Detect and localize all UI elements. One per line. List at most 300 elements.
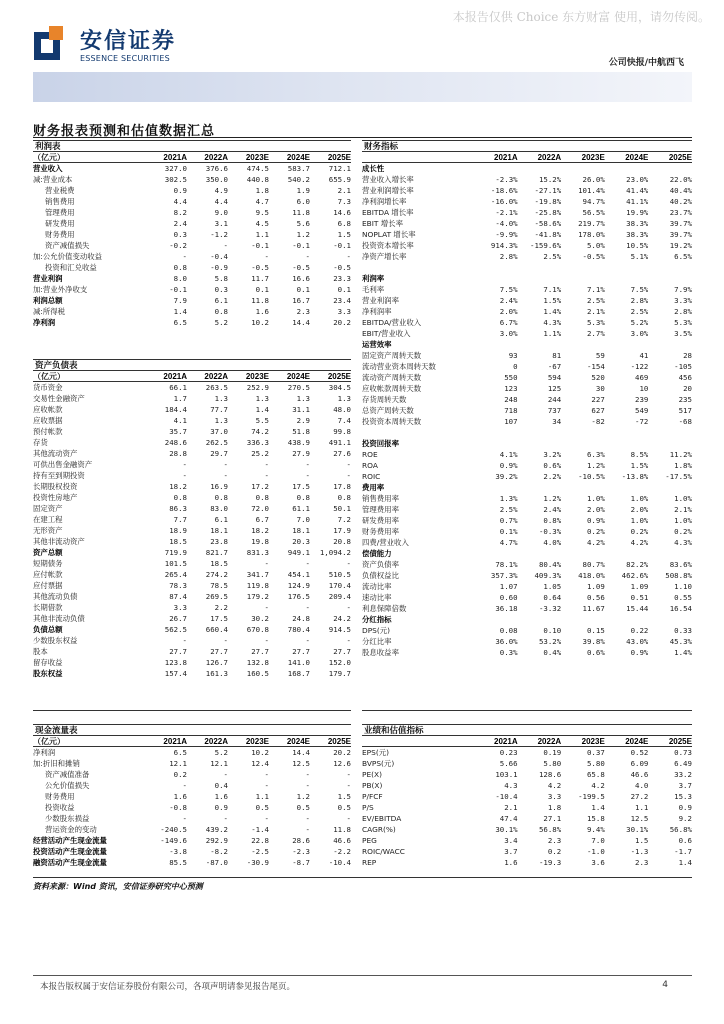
cell-value: 40.4% — [669, 186, 692, 195]
year-header: 2023E — [581, 737, 605, 746]
cell-value: 72.0 — [251, 504, 269, 513]
unit-label — [362, 152, 474, 162]
cell-value: 5.1% — [630, 252, 649, 261]
row-label: P/FCF — [362, 792, 383, 801]
cell-value: 23.3 — [333, 274, 351, 283]
row-label: PB(X) — [362, 781, 383, 790]
cell-value: 26.7 — [169, 614, 187, 623]
cell-value: 0.3% — [499, 648, 518, 657]
cell-value: 949.1 — [287, 548, 310, 557]
cell-value: 0.2% — [630, 527, 649, 536]
table-row — [362, 603, 692, 614]
row-label: 长期股权投资 — [33, 482, 78, 491]
cell-value: 0.3 — [214, 285, 228, 294]
cell-value: -105 — [674, 362, 692, 371]
cell-value: 83.0 — [210, 504, 228, 513]
cell-value: 660.4 — [205, 625, 228, 634]
table-row — [33, 492, 351, 503]
cell-value: 418.0% — [578, 571, 605, 580]
cell-value: 46.6 — [630, 770, 649, 779]
cell-value: 161.3 — [205, 669, 228, 678]
table-row — [33, 780, 351, 791]
cell-value: 47.4 — [499, 814, 518, 823]
cell-value: 0.8 — [173, 493, 187, 502]
cell-value: -10.4 — [495, 792, 518, 801]
cell-value: 7.1% — [543, 285, 562, 294]
row-label — [362, 262, 474, 273]
cell-value: - — [182, 471, 187, 480]
cell-value: 14.6 — [333, 208, 351, 217]
cell-value: 28.8 — [169, 449, 187, 458]
cell-value: 9.0 — [214, 208, 228, 217]
cell-value: 123.8 — [164, 658, 187, 667]
cell-value: 1.3 — [214, 416, 228, 425]
row-label: 短期债务 — [33, 559, 63, 568]
cell-value: 0.1% — [499, 527, 518, 536]
cell-value: 244 — [547, 395, 562, 404]
cell-value: 0.5 — [337, 803, 351, 812]
logo-mark-icon — [34, 26, 70, 62]
unit-label: （亿元） — [33, 153, 65, 162]
table-row — [33, 295, 351, 306]
year-header: 2022A — [204, 372, 228, 381]
cell-value: 0.5 — [296, 803, 310, 812]
cell-value: 454.1 — [287, 570, 310, 579]
cell-value: 36.0% — [495, 637, 518, 646]
cell-value: 1.9 — [296, 186, 310, 195]
row-label: 其他非流动资产 — [33, 537, 85, 546]
cell-value: 0.8 — [214, 493, 228, 502]
cell-value: - — [182, 252, 187, 261]
cell-value: 0.4% — [543, 648, 562, 657]
cell-value — [561, 163, 605, 174]
cell-value: 235 — [678, 395, 692, 404]
table-row — [362, 857, 692, 868]
cell-value: 2.3 — [296, 307, 310, 316]
cell-value: 19.8 — [251, 537, 269, 546]
cell-value: 350.0 — [205, 175, 228, 184]
cell-value — [605, 427, 649, 438]
cell-value: 16.7 — [292, 296, 310, 305]
cell-value — [561, 262, 605, 273]
cell-value: 0.08 — [499, 626, 518, 635]
cell-value: 0.33 — [674, 626, 692, 635]
cell-value: 24.2 — [333, 614, 351, 623]
cell-value: - — [182, 460, 187, 469]
cell-value: 456 — [678, 373, 692, 382]
cell-value: -27.1% — [534, 186, 562, 195]
table-row — [33, 284, 351, 295]
cell-value: 302.5 — [164, 175, 187, 184]
cell-value: 8.5% — [630, 450, 649, 459]
row-label: 利润率 — [362, 274, 385, 283]
cell-value: 33.2 — [674, 770, 692, 779]
cell-value: 7.0 — [296, 515, 310, 524]
cell-value: -154 — [586, 362, 605, 371]
cell-value: - — [264, 636, 269, 645]
cell-value: 87.4 — [169, 592, 187, 601]
cell-value: 3.0% — [499, 329, 518, 338]
cell-value: 27.7 — [251, 647, 269, 656]
cell-value: 81 — [552, 351, 562, 360]
cell-value: 1.09 — [630, 582, 649, 591]
year-header: 2024E — [625, 153, 649, 162]
cell-value: 2.8% — [630, 296, 649, 305]
row-label: 预付帐款 — [33, 427, 63, 436]
cell-value: 4.1% — [499, 450, 518, 459]
cell-value: 7.9 — [173, 296, 187, 305]
year-header: 2022A — [537, 153, 562, 162]
table-caption: 资产负债表 — [33, 359, 351, 371]
cell-value — [474, 163, 518, 174]
section-title: 财务报表预测和估值数据汇总 — [33, 124, 216, 139]
table-caption: 业绩和估值指标 — [362, 724, 692, 736]
cell-value: 474.5 — [246, 164, 269, 173]
row-label: 净利润率 — [362, 307, 392, 316]
table-row — [33, 624, 351, 635]
table-row — [362, 780, 692, 791]
cell-value: 1.0% — [630, 494, 649, 503]
cell-value: 0 — [513, 362, 518, 371]
cell-value: 0.56 — [586, 593, 605, 602]
table-row — [33, 569, 351, 580]
cell-value: 27.7 — [210, 647, 228, 656]
cell-value: 0.9% — [586, 516, 605, 525]
cell-value: - — [346, 781, 351, 790]
table-row — [362, 526, 692, 537]
cell-value: 2.3 — [547, 836, 562, 845]
cell-value: 10.5% — [626, 241, 649, 250]
row-label: 流动营业资本周转天数 — [362, 362, 436, 371]
cell-value: 1.1% — [543, 329, 562, 338]
cell-value: 1.07 — [499, 582, 518, 591]
cell-value: - — [264, 770, 269, 779]
cell-value: 179.7 — [328, 669, 351, 678]
row-label: 加:公允价值变动收益 — [33, 252, 103, 261]
cell-value — [648, 482, 692, 493]
cell-value: 4.4 — [173, 197, 187, 206]
cell-value: 2.3 — [635, 858, 649, 867]
cell-value: 16.54 — [669, 604, 692, 613]
cell-value: 78.3 — [169, 581, 187, 590]
cell-value: 12.5 — [292, 759, 310, 768]
cell-value: 126.7 — [205, 658, 228, 667]
cell-value: 6.49 — [674, 759, 692, 768]
cell-value: 304.5 — [328, 383, 351, 392]
table-row — [362, 647, 692, 658]
unit-label — [362, 736, 474, 746]
cell-value: 18.1 — [210, 526, 228, 535]
cell-value: 6.7 — [255, 515, 269, 524]
cell-value: 718 — [504, 406, 518, 415]
table-row — [362, 636, 692, 647]
row-label: 投资回报率 — [362, 439, 399, 448]
table-row — [33, 758, 351, 769]
cell-value — [518, 273, 562, 284]
cell-value: 93 — [508, 351, 518, 360]
row-label: 净利润 — [33, 748, 56, 757]
cell-value: 0.8 — [255, 493, 269, 502]
cell-value: 1.0% — [674, 494, 692, 503]
cell-value: 2.2% — [543, 472, 562, 481]
cell-value — [561, 427, 605, 438]
cell-value: 0.1 — [296, 285, 310, 294]
cell-value: 5.66 — [499, 759, 518, 768]
row-label: 营业利润增长率 — [362, 186, 414, 195]
row-label: CAGR(%) — [362, 825, 396, 834]
cell-value: 53.2% — [538, 637, 562, 646]
cell-value: 5.2 — [214, 318, 228, 327]
cell-value: 670.8 — [246, 625, 269, 634]
unit-label: （亿元） — [33, 737, 65, 746]
cell-value: 30.1% — [495, 825, 518, 834]
cell-value: -4.0% — [495, 219, 518, 228]
row-label: 净利润增长率 — [362, 197, 407, 206]
cell-value — [474, 482, 518, 493]
cell-value: 22.8 — [251, 836, 269, 845]
cell-value: 30.1% — [626, 825, 649, 834]
cell-value: - — [305, 636, 310, 645]
cell-value: 184.4 — [164, 405, 187, 414]
cell-value: 0.5 — [255, 803, 269, 812]
cell-value: 7.5% — [630, 285, 649, 294]
cell-value: 6.8 — [337, 219, 351, 228]
cell-value: 7.1% — [586, 285, 605, 294]
cell-value: 2.2 — [214, 603, 228, 612]
cell-value: - — [264, 781, 269, 790]
cell-value: 4.7 — [255, 197, 269, 206]
balance-sheet-table — [33, 359, 351, 679]
table-row — [33, 251, 351, 262]
cell-value: 15.8 — [586, 814, 605, 823]
cell-value: 239 — [635, 395, 649, 404]
table-row — [33, 437, 351, 448]
cell-value: 7.4 — [337, 416, 351, 425]
cell-value: 5.2% — [630, 318, 649, 327]
cell-value: 4.0% — [543, 538, 562, 547]
cell-value: 0.4 — [214, 781, 228, 790]
cell-value: 27.7 — [292, 647, 310, 656]
table-row — [362, 339, 692, 350]
cell-value: 1.4% — [674, 648, 692, 657]
cell-value: 7.7 — [173, 515, 187, 524]
cell-value: 1.0% — [674, 516, 692, 525]
cell-value: - — [346, 814, 351, 823]
table-row — [362, 427, 692, 438]
cell-value: 4.3% — [543, 318, 562, 327]
table-row — [33, 857, 351, 868]
table-row — [33, 802, 351, 813]
cell-value: 0.23 — [499, 748, 518, 757]
cell-value: - — [223, 241, 228, 250]
cell-value: 18.5 — [210, 559, 228, 568]
page-number: 4 — [662, 980, 668, 990]
cell-value: 27.9 — [292, 449, 310, 458]
cell-value: 170.4 — [328, 581, 351, 590]
row-label: 负债总额 — [33, 625, 63, 634]
cell-value: -13.8% — [621, 472, 649, 481]
year-header: 2022A — [537, 737, 562, 746]
cell-value: 24.8 — [292, 614, 310, 623]
cell-value: 77.7 — [210, 405, 228, 414]
table-body — [362, 163, 692, 658]
cell-value — [474, 427, 518, 438]
cell-value: 2.5% — [543, 252, 562, 261]
cell-value — [518, 438, 562, 449]
cell-value: 1.6 — [214, 792, 228, 801]
cell-value: 18.2 — [169, 482, 187, 491]
table-row — [33, 262, 351, 273]
cell-value: 3.7 — [504, 847, 518, 856]
cell-value: 438.9 — [287, 438, 310, 447]
cell-value — [605, 163, 649, 174]
cell-value: 82.2% — [626, 560, 649, 569]
cell-value: 17.2 — [251, 482, 269, 491]
row-label: 研发费用 — [45, 219, 75, 228]
cell-value: 11.8 — [333, 825, 351, 834]
cell-value: 15.2% — [538, 175, 562, 184]
cell-value: 0.1 — [337, 285, 351, 294]
cell-value: 0.15 — [586, 626, 605, 635]
year-header: 2023E — [245, 737, 269, 746]
row-label: ROIC/WACC — [362, 847, 405, 856]
cell-value: -0.1 — [169, 285, 187, 294]
cell-value: - — [264, 471, 269, 480]
cell-value: 6.5 — [173, 318, 187, 327]
cell-value: - — [305, 781, 310, 790]
table-header — [362, 152, 692, 163]
row-label: PE(X) — [362, 770, 382, 779]
cell-value: 0.52 — [630, 748, 649, 757]
cell-value: 31.1 — [292, 405, 310, 414]
row-label: 流动比率 — [362, 582, 392, 591]
row-label: 投资活动产生现金流量 — [33, 847, 107, 856]
cell-value: 103.1 — [495, 770, 518, 779]
cell-value: - — [223, 770, 228, 779]
cell-value: 56.8% — [538, 825, 562, 834]
table-row — [362, 747, 692, 758]
row-label: DPS(元) — [362, 626, 390, 635]
row-label: 成长性 — [362, 164, 385, 173]
cell-value: 7.3 — [337, 197, 351, 206]
financial-ratios-table — [362, 140, 692, 658]
row-label: 总资产周转天数 — [362, 406, 414, 415]
cell-value: 1.4 — [173, 307, 187, 316]
cell-value: 176.5 — [287, 592, 310, 601]
cell-value: 119.8 — [246, 581, 269, 590]
cell-value: 1.3 — [296, 394, 310, 403]
cell-value: 5.3% — [586, 318, 605, 327]
cell-value: 1,094.2 — [319, 548, 351, 557]
table-row — [33, 415, 351, 426]
row-label: 货币资金 — [33, 383, 63, 392]
cell-value: -8.7 — [292, 858, 310, 867]
cell-value: 16.6 — [292, 274, 310, 283]
row-label: 财务费用 — [45, 230, 75, 239]
table-row — [362, 449, 692, 460]
cell-value — [648, 438, 692, 449]
cell-value: 3.3 — [173, 603, 187, 612]
table-row — [33, 525, 351, 536]
cell-value: 12.4 — [251, 759, 269, 768]
table-row — [362, 482, 692, 493]
cell-value — [474, 262, 518, 273]
cell-value: 1.5 — [635, 836, 649, 845]
table-row — [33, 558, 351, 569]
cell-value: - — [305, 471, 310, 480]
cell-value — [474, 438, 518, 449]
row-label: 无形资产 — [33, 526, 63, 535]
row-label: 财务费用 — [45, 792, 75, 801]
cell-value: 1.1 — [255, 230, 269, 239]
logo-text-cn: 安信证券 — [80, 29, 177, 54]
row-label: 在建工程 — [33, 515, 63, 524]
cell-value: 27.7 — [169, 647, 187, 656]
table-row — [362, 218, 692, 229]
cell-value: -72 — [635, 417, 649, 426]
table-caption: 利润表 — [33, 140, 351, 152]
cell-value: 10.2 — [251, 318, 269, 327]
cell-value — [648, 273, 692, 284]
cell-value — [518, 262, 562, 273]
table-row — [33, 404, 351, 415]
cell-value: 1.5% — [630, 461, 649, 470]
cell-value: 128.6 — [538, 770, 562, 779]
cell-value: 219.7% — [578, 219, 605, 228]
cell-value: 520 — [591, 373, 605, 382]
row-label: 净资产增长率 — [362, 252, 407, 261]
cell-value: 0.8 — [296, 493, 310, 502]
cell-value: 274.2 — [205, 570, 228, 579]
table-header — [362, 736, 692, 747]
cell-value: 0.37 — [586, 748, 605, 757]
row-label: 销售费用率 — [362, 494, 399, 503]
row-label: 资产负债率 — [362, 560, 399, 569]
cell-value: -159.6% — [530, 241, 562, 250]
row-label: REP — [362, 858, 377, 867]
cell-value: 39.7% — [669, 219, 692, 228]
cell-value: 2.4 — [173, 219, 187, 228]
cell-value: 5.80 — [586, 759, 605, 768]
table-row — [33, 602, 351, 613]
cash-flow-table — [33, 724, 351, 868]
cell-value: 4.0 — [635, 781, 649, 790]
tables-bottom-rule — [33, 877, 692, 878]
cell-value: -2.2 — [333, 847, 351, 856]
cell-value: 831.3 — [246, 548, 269, 557]
table-row — [33, 580, 351, 591]
cell-value — [605, 262, 649, 273]
cell-value: 83.6% — [669, 560, 692, 569]
cell-value: 19.9% — [626, 208, 649, 217]
row-label: 其他流动负债 — [33, 592, 78, 601]
cell-value: 30 — [595, 384, 605, 393]
cell-value: 6.5 — [173, 748, 187, 757]
cell-value: 227 — [591, 395, 605, 404]
table-body — [33, 163, 351, 328]
cell-value: 5.3% — [674, 318, 692, 327]
cell-value: 4.2 — [591, 781, 605, 790]
cell-value: 0.2 — [173, 770, 187, 779]
cell-value: 336.3 — [246, 438, 269, 447]
table-row — [362, 163, 692, 174]
title-divider — [33, 137, 692, 138]
cell-value — [474, 339, 518, 350]
cell-value — [648, 163, 692, 174]
cell-value: 6.09 — [630, 759, 649, 768]
table-row — [33, 646, 351, 657]
cell-value — [605, 548, 649, 559]
